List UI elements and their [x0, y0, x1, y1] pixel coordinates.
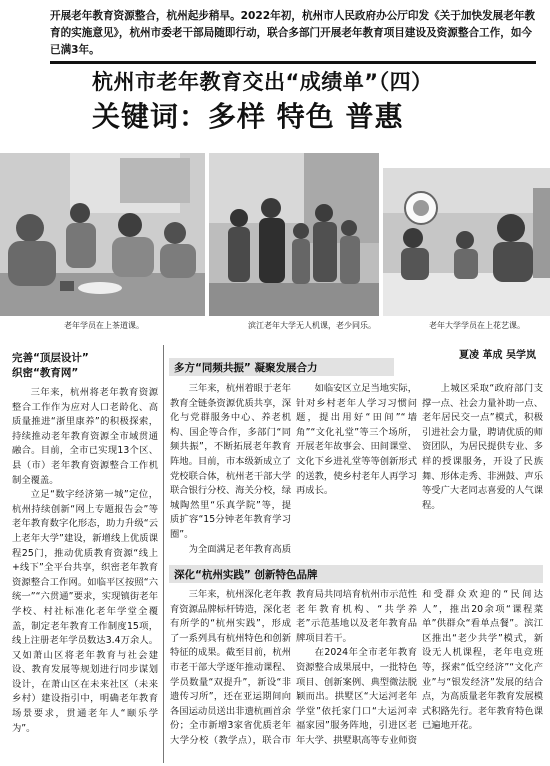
- section1-paragraph: 三年来，杭州将老年教育资源整合工作作为应对人口老龄化、高质量推进“浙里康养”的积极探索，持续推动老年教育资源全市域贯通融合。目前，全市已实现13个区、县（市）老年教育资源整合工作机制全覆盖。: [12, 387, 158, 486]
- title-rule: [50, 61, 536, 64]
- section3-body: [170, 588, 543, 764]
- keywords-headline: 关键词：多样 特色 普惠: [92, 100, 404, 133]
- section3-heading: 深化“杭州实践” 创新特色品牌: [174, 569, 318, 581]
- photo-caption-flower: 老年大学学员在上花艺课。: [429, 321, 525, 330]
- section2-paragraph: 为全面满足老年教育高质: [188, 543, 291, 555]
- section3-paragraph: 三年来，杭州深化老年教育资源品牌标杆铸造，深化老有所学的“杭州实践”，形成了一系列具有杭州特色和创新特征的成果。截至目前，杭州市老干部大学逐年推动课程、学员数量“双提升”，新设“非遗传习所”，还在亚运期间向各国运动员送出非遗杭画首余份；全市新增3家省优质老年大学分校（教学点），联合市教育局共同培育杭州市示范性老年教育机构、“共学养老”示范基地以及老年教育品牌项目若干。: [170, 589, 417, 746]
- section1-body: [12, 386, 158, 736]
- section2-paragraph: 如临安区立足当地实际，针对乡村老年人学习习惯问题，提出用好“田间”“墙角”“文化礼堂”等三个场所，开展老年故事会、田间课堂、文化下乡进礼堂等等创新形式的送教，使乡村老年人再学习再成长。: [296, 383, 417, 497]
- section1-heading-line1: 完善“顶层设计”: [12, 352, 89, 364]
- photo-tea-class: [0, 153, 205, 316]
- intro-text: 开展老年教育资源整合，杭州起步稍早。2022年初，杭州市人民政府办公厅印发《关于加快发展老年教育的实施意见》，杭州市委老干部局随即行动，联合多部门开展老年教育项目建设及资源整合工作，如今已满3年。: [50, 10, 536, 56]
- photo-caption-tea: 老年学员在上茶道课。: [64, 321, 144, 330]
- photo-drone-class: [209, 153, 379, 316]
- section1-paragraph: 立足“数字经济第一城”定位，杭州持续创新“网上专题报告会”等老年教育数字化形态，助力升级“云上老年大学”建设，新增线上优质课程25门，推动优质教育资源“线上+线下”全平台共享，织密老年教育资源整合工作网。如临平区按照“六统一”“六贯通”要求，实现镇街老年学校、村社标准化老年学堂全覆盖，制定老年教育工作制度15项，线上注册老年学员数达3.4万余人。又如萧山区将老年教育与社会建设、教育发展等规划进行同步谋划设计，在萧山区在未来社区（未来乡村）建设指引中，明确老年教育场景要求，贯通老年人“颐乐学为”。: [12, 489, 158, 734]
- section3-paragraph: 在2024年全市老年教育资源整合成果展中，一批特色项目、创新案例、典型微法脱颖而出。拱墅区“大运河老年学堂”依托家门口“大运河幸福家园”服务阵地，引进区老年大学、拱墅职高等专业师资和受群众欢迎的“民间达人”，推出20余项“课程菜单”供群众“看单点餐”。滨江区推出“老少共学”模式，新设无人机课程，老年电竞班等，探索“低空经济”“文化产业”与“银发经济”发展的结合点，为高质量老年教育发展模式积路先行。老年教育特色课已遍地开花。: [296, 589, 543, 746]
- column-divider: [163, 345, 164, 763]
- photo-caption-drone: 滨江老年大学无人机课，老少同乐。: [248, 321, 376, 330]
- section2-col3: [422, 382, 543, 558]
- section1-heading: [12, 351, 89, 381]
- section2-heading: 多方“同频共振” 凝聚发展合力: [174, 362, 318, 374]
- article-title: 杭州市老年教育交出“成绩单”（四）: [92, 70, 433, 94]
- byline: 夏凌 革成 吴学岚: [459, 350, 536, 361]
- photo-flower-class: [383, 168, 550, 316]
- section2-col2: [296, 382, 417, 558]
- section1-heading-line2: 织密“教育网”: [12, 367, 79, 379]
- section2-paragraph: 上城区采取“政府部门支撑一点、社会力量补助一点、老年居民交一点”模式，积极引进社会力量，聘请优质的师资团队，为居民提供专业、多样的授课服务，开设了民族舞、形体走秀、非洲鼓、声乐等受广大老同志喜爱的人气课程。: [422, 383, 543, 511]
- section2-paragraph: 三年来，杭州着眼于老年教育全链条资源优质共享，深化与党群服务中心、养老机构、国企等合作，多部门“同频共振”，不断拓展老年教育阵地。目前，市本级新成立了党校联合体，杭州老干部大学联合银行分校、海关分校，绿城陶然里“乐真学院”等，提质扩容“15分钟老年教育学习圈”。: [170, 383, 291, 540]
- section2-col1: [170, 382, 291, 558]
